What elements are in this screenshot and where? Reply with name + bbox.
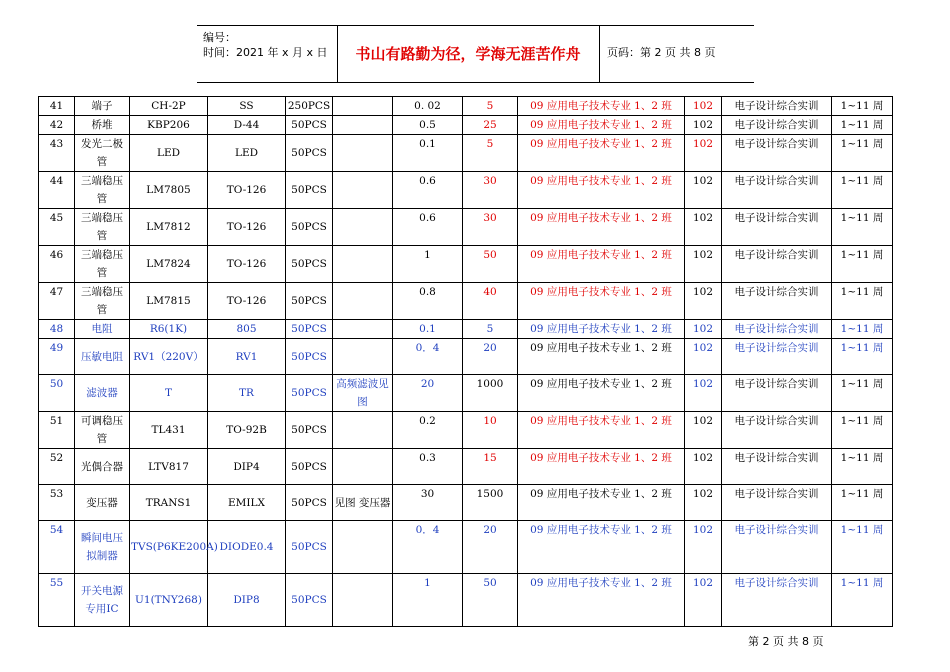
cell-price: 0.6 (393, 172, 463, 209)
cell-count: 40 (463, 283, 518, 320)
cell-code: 102 (685, 449, 722, 485)
table-row (39, 209, 893, 246)
cell-code: 102 (685, 375, 722, 412)
cell-course: 电子设计综合实训 (722, 283, 832, 320)
cell-qty: 50PCS (286, 246, 333, 283)
cell-pkg: TR (208, 375, 286, 412)
cell-no: 45 (39, 209, 75, 246)
cell-name: 可调稳压管 (75, 412, 130, 449)
cell-count: 5 (463, 320, 518, 339)
cell-class: 09 应用电子技术专业 1、2 班 (518, 209, 685, 246)
cell-note (333, 412, 393, 449)
cell-pkg: DIP8 (208, 574, 286, 627)
cell-note (333, 449, 393, 485)
cell-name: 压敏电阻 (75, 339, 130, 375)
cell-class: 09 应用电子技术专业 1、2 班 (518, 339, 685, 375)
cell-pkg: DIODE0.4 (208, 521, 286, 574)
cell-price: 0. 02 (393, 97, 463, 116)
cell-qty: 50PCS (286, 485, 333, 521)
cell-pkg: 805 (208, 320, 286, 339)
cell-count: 1000 (463, 375, 518, 412)
cell-price: 0.3 (393, 449, 463, 485)
cell-course: 电子设计综合实训 (722, 574, 832, 627)
cell-count: 20 (463, 521, 518, 574)
cell-name: 光偶合器 (75, 449, 130, 485)
cell-name: 端子 (75, 97, 130, 116)
cell-code: 102 (685, 116, 722, 135)
cell-no: 47 (39, 283, 75, 320)
document-date: 时间：2021 年 x 月 x 日 (203, 46, 328, 59)
cell-no: 42 (39, 116, 75, 135)
cell-code: 102 (685, 172, 722, 209)
cell-model: RV1（220V） (130, 339, 208, 375)
cell-class: 09 应用电子技术专业 1、2 班 (518, 412, 685, 449)
cell-model: U1(TNY268) (130, 574, 208, 627)
header-page-cell (599, 26, 754, 82)
cell-qty: 50PCS (286, 283, 333, 320)
cell-no: 49 (39, 339, 75, 375)
cell-course: 电子设计综合实训 (722, 485, 832, 521)
table-row (39, 320, 893, 339)
table-row (39, 246, 893, 283)
cell-code: 102 (685, 320, 722, 339)
cell-price: 0.5 (393, 116, 463, 135)
cell-note (333, 521, 393, 574)
cell-weeks: 1~11 周 (832, 375, 893, 412)
cell-price: 0．4 (393, 339, 463, 375)
cell-no: 51 (39, 412, 75, 449)
cell-price: 0.8 (393, 283, 463, 320)
cell-weeks: 1~11 周 (832, 449, 893, 485)
cell-no: 46 (39, 246, 75, 283)
cell-model: LED (130, 135, 208, 172)
cell-weeks: 1~11 周 (832, 135, 893, 172)
cell-weeks: 1~11 周 (832, 283, 893, 320)
cell-code: 102 (685, 521, 722, 574)
cell-name: 开关电源专用IC (75, 574, 130, 627)
cell-model: LM7812 (130, 209, 208, 246)
cell-price: 0.2 (393, 412, 463, 449)
cell-count: 30 (463, 209, 518, 246)
cell-course: 电子设计综合实训 (722, 449, 832, 485)
cell-weeks: 1~11 周 (832, 574, 893, 627)
cell-qty: 50PCS (286, 574, 333, 627)
cell-no: 48 (39, 320, 75, 339)
cell-code: 102 (685, 97, 722, 116)
table-row (39, 97, 893, 116)
cell-code: 102 (685, 339, 722, 375)
cell-pkg: TO-92B (208, 412, 286, 449)
cell-class: 09 应用电子技术专业 1、2 班 (518, 574, 685, 627)
table-row (39, 574, 893, 627)
cell-weeks: 1~11 周 (832, 172, 893, 209)
cell-note (333, 116, 393, 135)
cell-name: 变压器 (75, 485, 130, 521)
cell-no: 43 (39, 135, 75, 172)
cell-name: 三端稳压管 (75, 209, 130, 246)
cell-qty: 50PCS (286, 375, 333, 412)
table-row (39, 339, 893, 375)
cell-class: 09 应用电子技术专业 1、2 班 (518, 521, 685, 574)
header-motto: 书山有路勤为径，学海无涯苦作舟 (355, 45, 581, 63)
cell-qty: 50PCS (286, 449, 333, 485)
table-row (39, 135, 893, 172)
cell-price: 20 (393, 375, 463, 412)
cell-course: 电子设计综合实训 (722, 375, 832, 412)
table-row (39, 172, 893, 209)
cell-qty: 50PCS (286, 339, 333, 375)
cell-note (333, 209, 393, 246)
cell-no: 55 (39, 574, 75, 627)
cell-name: 三端稳压管 (75, 283, 130, 320)
cell-note (333, 97, 393, 116)
cell-no: 44 (39, 172, 75, 209)
cell-price: 0．4 (393, 521, 463, 574)
cell-code: 102 (685, 574, 722, 627)
cell-no: 41 (39, 97, 75, 116)
cell-price: 30 (393, 485, 463, 521)
cell-class: 09 应用电子技术专业 1、2 班 (518, 116, 685, 135)
table-row (39, 412, 893, 449)
cell-name: 三端稳压管 (75, 172, 130, 209)
cell-weeks: 1~11 周 (832, 339, 893, 375)
cell-model: TRANS1 (130, 485, 208, 521)
cell-model: R6(1K) (130, 320, 208, 339)
cell-class: 09 应用电子技术专业 1、2 班 (518, 485, 685, 521)
cell-model: LM7805 (130, 172, 208, 209)
cell-model: KBP206 (130, 116, 208, 135)
cell-weeks: 1~11 周 (832, 209, 893, 246)
cell-pkg: DIP4 (208, 449, 286, 485)
cell-weeks: 1~11 周 (832, 246, 893, 283)
cell-count: 5 (463, 135, 518, 172)
cell-no: 50 (39, 375, 75, 412)
cell-course: 电子设计综合实训 (722, 172, 832, 209)
cell-price: 0.1 (393, 320, 463, 339)
cell-price: 1 (393, 574, 463, 627)
table-row (39, 449, 893, 485)
cell-qty: 50PCS (286, 521, 333, 574)
cell-no: 52 (39, 449, 75, 485)
cell-count: 50 (463, 574, 518, 627)
cell-course: 电子设计综合实训 (722, 339, 832, 375)
cell-note: 见图 变压器 (333, 485, 393, 521)
cell-count: 10 (463, 412, 518, 449)
cell-class: 09 应用电子技术专业 1、2 班 (518, 375, 685, 412)
cell-name: 电阻 (75, 320, 130, 339)
page-header (197, 25, 754, 83)
cell-model: TVS(P6KE200A) (130, 521, 208, 574)
cell-price: 1 (393, 246, 463, 283)
cell-note (333, 135, 393, 172)
cell-code: 102 (685, 485, 722, 521)
cell-count: 15 (463, 449, 518, 485)
table-row (39, 485, 893, 521)
cell-course: 电子设计综合实训 (722, 521, 832, 574)
header-page-number: 页码：第 2 页 共 8 页 (607, 46, 716, 59)
cell-qty: 250PCS (286, 97, 333, 116)
cell-class: 09 应用电子技术专业 1、2 班 (518, 172, 685, 209)
cell-code: 102 (685, 246, 722, 283)
cell-pkg: TO-126 (208, 172, 286, 209)
cell-model: LTV817 (130, 449, 208, 485)
cell-course: 电子设计综合实训 (722, 246, 832, 283)
cell-class: 09 应用电子技术专业 1、2 班 (518, 97, 685, 116)
cell-name: 发光二极管 (75, 135, 130, 172)
cell-code: 102 (685, 412, 722, 449)
cell-code: 102 (685, 283, 722, 320)
page-footer: 第 2 页 共 8 页 (748, 635, 824, 648)
cell-note (333, 574, 393, 627)
cell-name: 滤波器 (75, 375, 130, 412)
cell-pkg: TO-126 (208, 246, 286, 283)
table-row (39, 375, 893, 412)
document-number: 编号： (203, 31, 236, 44)
cell-class: 09 应用电子技术专业 1、2 班 (518, 246, 685, 283)
header-motto-cell (337, 26, 600, 82)
cell-course: 电子设计综合实训 (722, 116, 832, 135)
cell-note (333, 172, 393, 209)
cell-name: 三端稳压管 (75, 246, 130, 283)
cell-price: 0.6 (393, 209, 463, 246)
cell-count: 30 (463, 172, 518, 209)
cell-qty: 50PCS (286, 172, 333, 209)
cell-class: 09 应用电子技术专业 1、2 班 (518, 449, 685, 485)
table-row (39, 283, 893, 320)
cell-pkg: TO-126 (208, 283, 286, 320)
cell-weeks: 1~11 周 (832, 116, 893, 135)
cell-class: 09 应用电子技术专业 1、2 班 (518, 283, 685, 320)
cell-weeks: 1~11 周 (832, 97, 893, 116)
cell-qty: 50PCS (286, 116, 333, 135)
cell-pkg: TO-126 (208, 209, 286, 246)
cell-price: 0.1 (393, 135, 463, 172)
cell-course: 电子设计综合实训 (722, 209, 832, 246)
cell-qty: 50PCS (286, 135, 333, 172)
cell-note: 高频滤波见图 (333, 375, 393, 412)
cell-model: LM7824 (130, 246, 208, 283)
cell-qty: 50PCS (286, 412, 333, 449)
cell-course: 电子设计综合实训 (722, 97, 832, 116)
cell-pkg: SS (208, 97, 286, 116)
cell-count: 25 (463, 116, 518, 135)
cell-note (333, 283, 393, 320)
cell-no: 54 (39, 521, 75, 574)
parts-table (38, 96, 893, 627)
cell-model: LM7815 (130, 283, 208, 320)
cell-weeks: 1~11 周 (832, 485, 893, 521)
cell-no: 53 (39, 485, 75, 521)
cell-pkg: RV1 (208, 339, 286, 375)
cell-qty: 50PCS (286, 320, 333, 339)
cell-count: 20 (463, 339, 518, 375)
cell-weeks: 1~11 周 (832, 412, 893, 449)
cell-count: 5 (463, 97, 518, 116)
cell-note (333, 320, 393, 339)
cell-note (333, 246, 393, 283)
cell-count: 1500 (463, 485, 518, 521)
cell-course: 电子设计综合实训 (722, 320, 832, 339)
cell-class: 09 应用电子技术专业 1、2 班 (518, 320, 685, 339)
cell-pkg: D-44 (208, 116, 286, 135)
cell-note (333, 339, 393, 375)
cell-weeks: 1~11 周 (832, 320, 893, 339)
cell-name: 瞬间电压拟制器 (75, 521, 130, 574)
cell-count: 50 (463, 246, 518, 283)
cell-code: 102 (685, 209, 722, 246)
table-row (39, 521, 893, 574)
cell-weeks: 1~11 周 (832, 521, 893, 574)
cell-class: 09 应用电子技术专业 1、2 班 (518, 135, 685, 172)
cell-course: 电子设计综合实训 (722, 135, 832, 172)
cell-qty: 50PCS (286, 209, 333, 246)
cell-name: 桥堆 (75, 116, 130, 135)
cell-pkg: EMILX (208, 485, 286, 521)
cell-model: TL431 (130, 412, 208, 449)
header-meta (197, 26, 338, 82)
cell-code: 102 (685, 135, 722, 172)
table-row (39, 116, 893, 135)
cell-pkg: LED (208, 135, 286, 172)
cell-course: 电子设计综合实训 (722, 412, 832, 449)
cell-model: T (130, 375, 208, 412)
cell-model: CH-2P (130, 97, 208, 116)
